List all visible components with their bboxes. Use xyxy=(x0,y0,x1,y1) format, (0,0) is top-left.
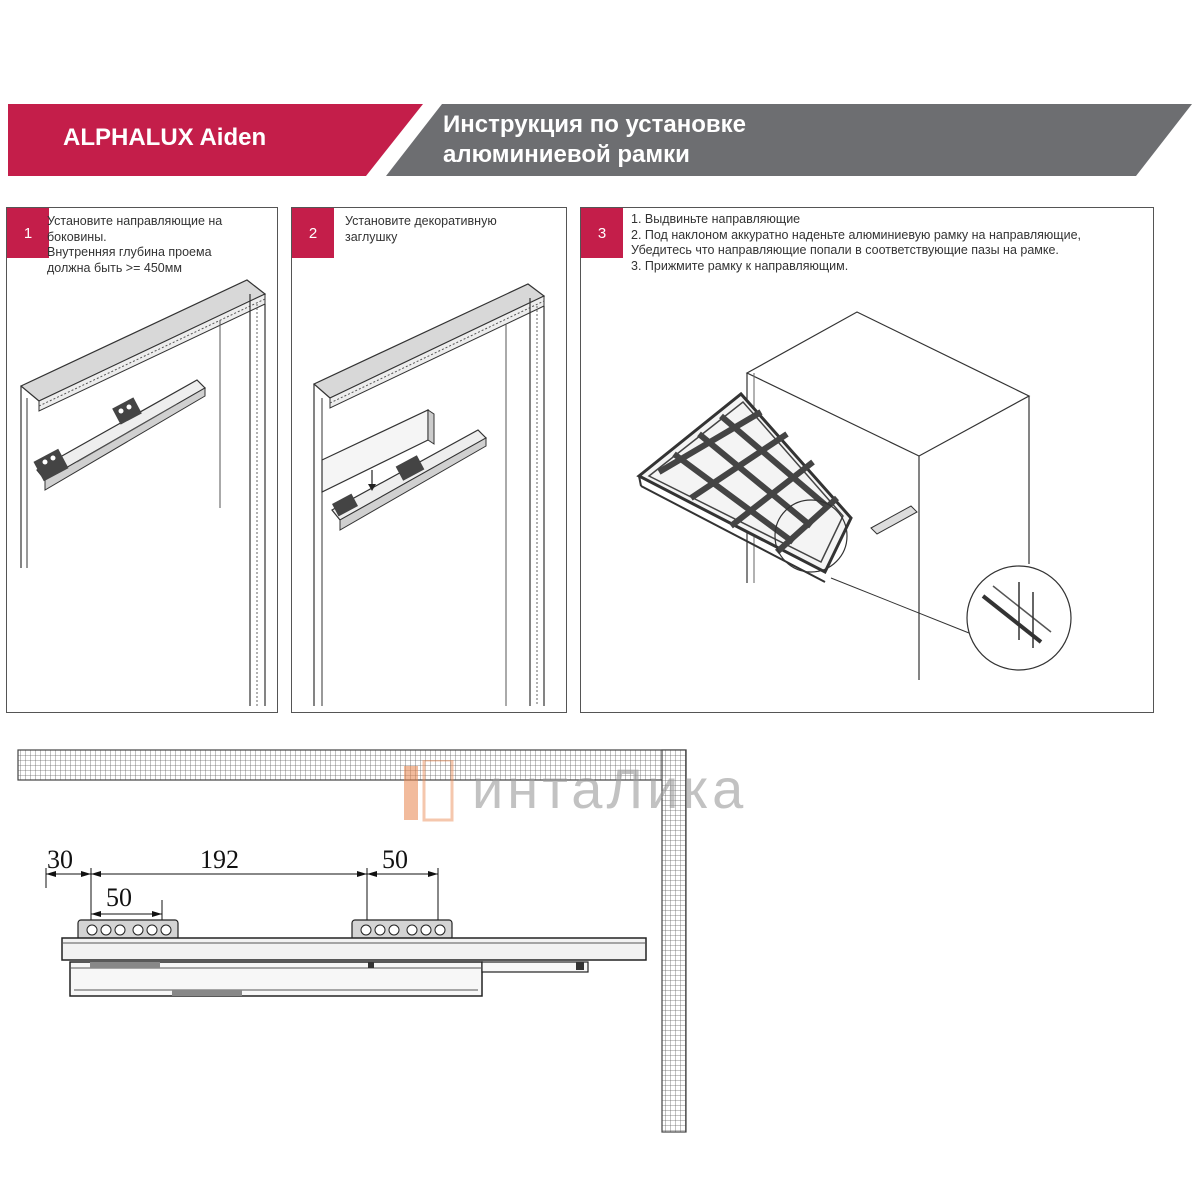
step-2-badge: 2 xyxy=(292,208,334,258)
dimension-arrows xyxy=(46,871,438,917)
page-title-line-1: Инструкция по установке xyxy=(443,111,747,138)
watermark-logo-icon xyxy=(400,760,460,826)
header-banner xyxy=(0,0,1200,200)
step-1-badge: 1 xyxy=(7,208,49,258)
step-3-illustration xyxy=(581,208,1155,714)
step-2-illustration xyxy=(292,208,568,714)
brand-name: ALPHALUX Aiden xyxy=(63,124,267,151)
step-2-text: Установите декоративную заглушку xyxy=(345,214,497,244)
step-3-panel xyxy=(580,207,1154,713)
step-1-text: Установите направляющие на боковины. Внутренняя глубина проема должна быть >= 450мм xyxy=(47,214,223,275)
step-2-panel xyxy=(291,207,567,713)
step-3-badge: 3 xyxy=(581,208,623,258)
step-1-panel xyxy=(6,207,278,713)
dim-mount-spacing: 192 xyxy=(200,845,239,874)
dim-front-offset: 30 xyxy=(47,845,73,874)
page-title-line-2: алюминиевой рамки xyxy=(443,141,690,168)
dim-rear-plate: 50 xyxy=(382,845,408,874)
step-1-illustration xyxy=(7,208,279,714)
page-title xyxy=(443,110,746,170)
runner-profile xyxy=(62,938,646,996)
dim-front-plate: 50 xyxy=(106,883,132,912)
front-mounting-plate xyxy=(78,920,178,940)
watermark-text: интаЛика xyxy=(472,757,748,820)
rear-mounting-plate xyxy=(352,920,452,940)
step-3-text: 1. Выдвиньте направляющие 2. Под наклоном аккуратно наденьте алюминиевую рамку на направляющие, Убедитесь что направляющие попали в соответствующие пазы на рамке. 3. Прижмите рамку к направляющим. xyxy=(631,212,1081,273)
